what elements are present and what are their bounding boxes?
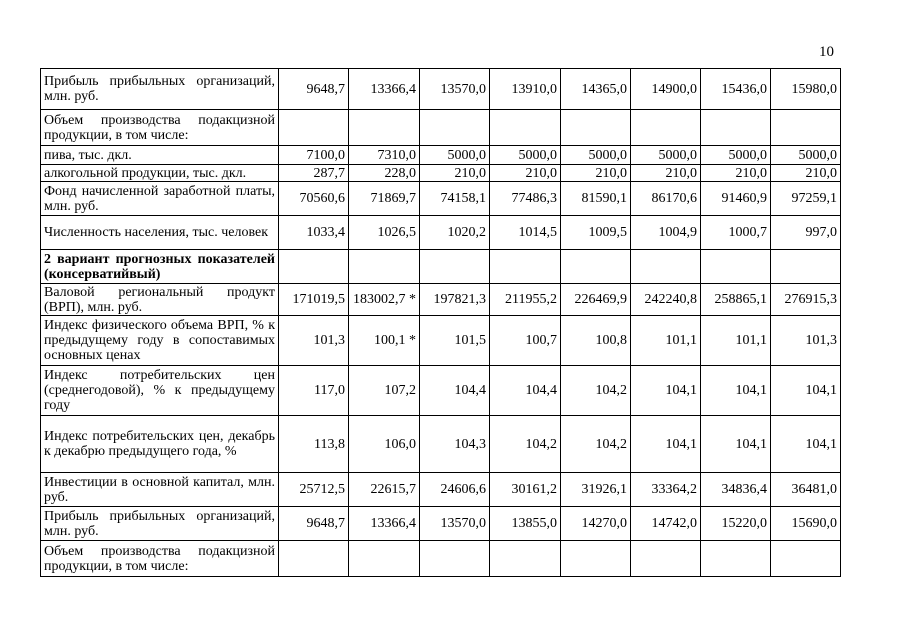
- value-cell: [631, 250, 701, 284]
- value-cell: 210,0: [490, 165, 561, 182]
- table-row: [41, 416, 841, 473]
- value-cell: 9648,7: [279, 507, 349, 541]
- value-cell: 33364,2: [631, 473, 701, 507]
- value-cell: [279, 110, 349, 146]
- value-cell: 101,1: [701, 316, 771, 366]
- value-cell: [771, 541, 841, 577]
- value-cell: 13910,0: [490, 69, 561, 110]
- value-cell: 183002,7 *: [349, 284, 420, 316]
- value-cell: 5000,0: [631, 146, 701, 165]
- value-cell: 1026,5: [349, 216, 420, 250]
- value-cell: 210,0: [701, 165, 771, 182]
- value-cell: 1009,5: [561, 216, 631, 250]
- value-cell: 113,8: [279, 416, 349, 473]
- value-cell: 210,0: [561, 165, 631, 182]
- value-cell: 14270,0: [561, 507, 631, 541]
- value-cell: 997,0: [771, 216, 841, 250]
- row-label: пива, тыс. дкл.: [41, 146, 279, 165]
- value-cell: 276915,3: [771, 284, 841, 316]
- value-cell: 100,1 *: [349, 316, 420, 366]
- value-cell: 91460,9: [701, 182, 771, 216]
- value-cell: [420, 110, 490, 146]
- value-cell: 7100,0: [279, 146, 349, 165]
- value-cell: [349, 541, 420, 577]
- value-cell: [631, 541, 701, 577]
- value-cell: 1014,5: [490, 216, 561, 250]
- value-cell: 1000,7: [701, 216, 771, 250]
- value-cell: 15690,0: [771, 507, 841, 541]
- value-cell: 5000,0: [701, 146, 771, 165]
- value-cell: 104,4: [420, 366, 490, 416]
- value-cell: 15436,0: [701, 69, 771, 110]
- value-cell: 5000,0: [771, 146, 841, 165]
- value-cell: 13366,4: [349, 507, 420, 541]
- value-cell: [701, 541, 771, 577]
- value-cell: [349, 250, 420, 284]
- value-cell: 100,7: [490, 316, 561, 366]
- table-row: [41, 216, 841, 250]
- section-heading-row: [41, 250, 841, 284]
- value-cell: 107,2: [349, 366, 420, 416]
- value-cell: 30161,2: [490, 473, 561, 507]
- value-cell: 106,0: [349, 416, 420, 473]
- value-cell: 171019,5: [279, 284, 349, 316]
- value-cell: 211955,2: [490, 284, 561, 316]
- value-cell: 9648,7: [279, 69, 349, 110]
- value-cell: 5000,0: [490, 146, 561, 165]
- value-cell: 1033,4: [279, 216, 349, 250]
- row-label: Индекс физического объема ВРП, % к предыдущему году в сопоставимых основных ценах: [41, 316, 279, 366]
- value-cell: 71869,7: [349, 182, 420, 216]
- value-cell: 15980,0: [771, 69, 841, 110]
- value-cell: 97259,1: [771, 182, 841, 216]
- value-cell: 226469,9: [561, 284, 631, 316]
- value-cell: 1004,9: [631, 216, 701, 250]
- table-row: [41, 146, 841, 165]
- value-cell: 13570,0: [420, 507, 490, 541]
- value-cell: 258865,1: [701, 284, 771, 316]
- value-cell: 104,1: [771, 366, 841, 416]
- row-label: Прибыль прибыльных организаций, млн. руб.: [41, 507, 279, 541]
- table-row: [41, 366, 841, 416]
- table-row: [41, 541, 841, 577]
- value-cell: 101,3: [279, 316, 349, 366]
- value-cell: 13570,0: [420, 69, 490, 110]
- value-cell: 104,4: [490, 366, 561, 416]
- value-cell: 104,1: [631, 366, 701, 416]
- value-cell: [420, 541, 490, 577]
- value-cell: [420, 250, 490, 284]
- value-cell: [490, 250, 561, 284]
- value-cell: 104,1: [631, 416, 701, 473]
- table-row: [41, 69, 841, 110]
- value-cell: 100,8: [561, 316, 631, 366]
- value-cell: 101,1: [631, 316, 701, 366]
- table-row: [41, 284, 841, 316]
- value-cell: 210,0: [420, 165, 490, 182]
- value-cell: [631, 110, 701, 146]
- value-cell: 242240,8: [631, 284, 701, 316]
- row-label: Индекс потребительских цен, декабрь к декабрю предыдущего года, %: [41, 416, 279, 473]
- value-cell: [279, 250, 349, 284]
- value-cell: [279, 541, 349, 577]
- value-cell: 104,1: [701, 366, 771, 416]
- row-label: Численность населения, тыс. человек: [41, 216, 279, 250]
- value-cell: 14742,0: [631, 507, 701, 541]
- value-cell: 13855,0: [490, 507, 561, 541]
- value-cell: 104,1: [771, 416, 841, 473]
- row-label: Валовой региональный продукт (ВРП), млн. руб.: [41, 284, 279, 316]
- row-label: Объем производства подакцизной продукции, в том числе:: [41, 110, 279, 146]
- value-cell: 22615,7: [349, 473, 420, 507]
- value-cell: [561, 110, 631, 146]
- value-cell: 104,2: [490, 416, 561, 473]
- page-number: 10: [819, 44, 834, 60]
- value-cell: [771, 110, 841, 146]
- value-cell: 14365,0: [561, 69, 631, 110]
- value-cell: 210,0: [631, 165, 701, 182]
- value-cell: 117,0: [279, 366, 349, 416]
- row-label: Индекс потребительских цен (среднегодовой), % к предыдущему году: [41, 366, 279, 416]
- value-cell: 31926,1: [561, 473, 631, 507]
- value-cell: 13366,4: [349, 69, 420, 110]
- table-row: [41, 473, 841, 507]
- value-cell: [701, 250, 771, 284]
- value-cell: [771, 250, 841, 284]
- table-row: [41, 182, 841, 216]
- value-cell: [349, 110, 420, 146]
- value-cell: 77486,3: [490, 182, 561, 216]
- value-cell: 34836,4: [701, 473, 771, 507]
- value-cell: 74158,1: [420, 182, 490, 216]
- value-cell: [561, 541, 631, 577]
- forecast-table: [40, 68, 841, 577]
- table-body: [41, 69, 841, 577]
- value-cell: 15220,0: [701, 507, 771, 541]
- value-cell: 101,3: [771, 316, 841, 366]
- table-row: [41, 316, 841, 366]
- value-cell: [490, 110, 561, 146]
- value-cell: 86170,6: [631, 182, 701, 216]
- value-cell: 5000,0: [420, 146, 490, 165]
- value-cell: 36481,0: [771, 473, 841, 507]
- value-cell: [561, 250, 631, 284]
- value-cell: 104,3: [420, 416, 490, 473]
- value-cell: 81590,1: [561, 182, 631, 216]
- value-cell: 5000,0: [561, 146, 631, 165]
- value-cell: 70560,6: [279, 182, 349, 216]
- row-label: Фонд начисленной заработной платы, млн. руб.: [41, 182, 279, 216]
- row-label: Инвестиции в основной капитал, млн. руб.: [41, 473, 279, 507]
- row-label: Прибыль прибыльных организаций, млн. руб.: [41, 69, 279, 110]
- row-label: алкогольной продукции, тыс. дкл.: [41, 165, 279, 182]
- table-row: [41, 110, 841, 146]
- section-heading: 2 вариант прогнозных показателей (консерватийвый): [41, 250, 279, 284]
- value-cell: 25712,5: [279, 473, 349, 507]
- value-cell: [490, 541, 561, 577]
- value-cell: 104,2: [561, 416, 631, 473]
- value-cell: [701, 110, 771, 146]
- value-cell: 14900,0: [631, 69, 701, 110]
- value-cell: 104,2: [561, 366, 631, 416]
- table-row: [41, 165, 841, 182]
- row-label: Объем производства подакцизной продукции, в том числе:: [41, 541, 279, 577]
- value-cell: 287,7: [279, 165, 349, 182]
- value-cell: 24606,6: [420, 473, 490, 507]
- value-cell: 7310,0: [349, 146, 420, 165]
- table-row: [41, 507, 841, 541]
- value-cell: 101,5: [420, 316, 490, 366]
- value-cell: 1020,2: [420, 216, 490, 250]
- value-cell: 104,1: [701, 416, 771, 473]
- value-cell: 210,0: [771, 165, 841, 182]
- value-cell: 228,0: [349, 165, 420, 182]
- value-cell: 197821,3: [420, 284, 490, 316]
